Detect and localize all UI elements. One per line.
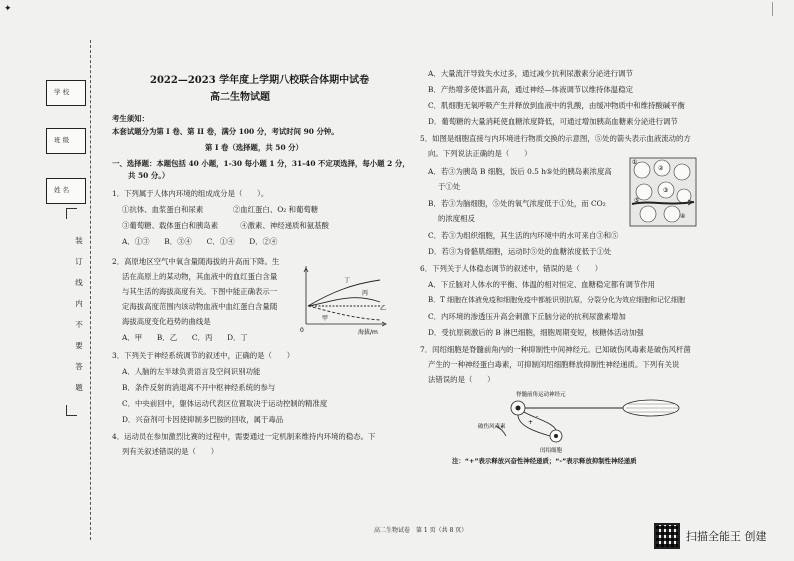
- left-line: 定海拔高度范围内该动物血液中血红蛋白含量随: [122, 302, 278, 311]
- fig5-label: ②: [658, 165, 664, 172]
- fig2-hemoglobin-chart: [292, 262, 390, 338]
- right-line: A．下丘脑对人体水的平衡、体温的相对恒定、血糖稳定都有调节作用: [428, 280, 656, 289]
- binding-bracket-top: [66, 208, 77, 219]
- right-line: 产生的一种神经蛋白毒素，可抑制闰绍细胞释放抑制性神经递质。下列有关说: [428, 360, 680, 369]
- binding-char: 订: [75, 257, 83, 266]
- right-line: 于①处: [438, 182, 461, 191]
- left-line: 列有关叙述错误的是（ ）: [122, 447, 219, 456]
- exam-title: 2022—2023 学年度上学期八校联合体期中试卷: [150, 75, 370, 86]
- left-line: 1．下列属于人体内环境的组成成分是（ ）。: [112, 189, 269, 198]
- right-line: 5．如图是细胞直接与内环境进行物质交换的示意图，⑤处的箭头表示血液流动的方: [420, 134, 691, 143]
- right-line: C．肌细胞无氧呼吸产生并释放到血液中的乳酸，由缓冲物质中和维持酸碱平衡: [428, 101, 685, 110]
- right-line: C．若③为组织细胞，其生活的内环境中的水可来自③和⑤: [428, 231, 619, 240]
- left-line: 本套试题分为第 I 卷、第 II 卷，满分 100 分，考试时间 90 分钟。: [112, 127, 339, 136]
- fig5-tissue-diagram: [628, 156, 698, 228]
- right-line: 的浓度相反: [438, 214, 475, 223]
- page-number: 高二生物试卷 第 1 页（共 8 页）: [374, 527, 468, 534]
- left-line: 考生须知：: [112, 114, 149, 123]
- binding-text: [72, 230, 86, 398]
- right-line: 7．闰绍细胞是脊髓前角内的一种抑制性中间神经元。已知破伤风毒素是破伤风杆菌: [420, 345, 691, 354]
- right-line: A．大量流汗导致失水过多，通过减少抗利尿激素分泌进行调节: [428, 69, 633, 78]
- class-label: 班 级: [54, 136, 70, 144]
- name-label: 姓 名: [54, 186, 70, 194]
- qr-code-icon: [654, 523, 680, 549]
- exam-subtitle: 高二生物试题: [210, 92, 270, 103]
- fig7-plus-sign: +: [528, 419, 534, 426]
- right-line: B．若③为脑细胞，⑤处的氧气浓度低于①处，而 CO₂: [428, 199, 606, 208]
- fig7-neuron-diagram: [476, 388, 686, 456]
- binding-char: 装: [75, 236, 83, 245]
- left-line: 与其生活的海拔高度有关。下图中能正确表示一: [122, 287, 278, 296]
- right-line: A．若③为胰岛 B 细胞，饭后 0.5 h⑤处的胰岛素浓度高: [428, 167, 612, 176]
- left-line: 3．下列关于神经系统调节的叙述中，正确的是（ ）: [112, 351, 295, 360]
- left-line: 活在高原上的某动物，其血液中的血红蛋白含量: [122, 272, 278, 281]
- scan-edge-mark: [772, 2, 783, 16]
- right-line: 法错误的是（ ）: [428, 375, 495, 384]
- fig7-label-left: 破伤风毒素: [478, 424, 506, 430]
- school-field[interactable]: [46, 80, 86, 106]
- binding-char: 线: [75, 278, 83, 287]
- right-line: B．产热增多使体温升高，通过神经—体液调节以维持体温稳定: [428, 85, 633, 94]
- left-line: ③葡萄糖、载体蛋白和胰岛素 ④激素、神经递质和氨基酸: [122, 221, 329, 230]
- fig5-label: ⑤: [634, 197, 640, 204]
- left-line: D．兴奋剂可卡因使抑制多巴胺的回收，属于毒品: [122, 415, 284, 424]
- left-line: C．中央前回中，躯体运动代表区位置取决于运动控制的精准度: [122, 399, 328, 408]
- axis-xlabel: 海拔/m: [358, 329, 378, 336]
- binding-char: 题: [75, 383, 83, 392]
- corner-mark-icon: ✦: [4, 4, 12, 14]
- curve-label: 丁: [344, 277, 351, 284]
- binding-char: 答: [75, 362, 83, 371]
- fig7-label-bottom: 闰绍细胞: [540, 448, 563, 454]
- curve-jia: [308, 306, 380, 320]
- left-line: A．甲 B．乙 C．丙 D．丁: [122, 333, 248, 342]
- school-label: 学 校: [54, 88, 70, 96]
- right-line: D．受抗原刺激后的 B 淋巴细胞，细胞周期变短，核糖体活动加强: [428, 328, 644, 337]
- left-line: 共 50 分。）: [128, 171, 170, 180]
- name-field[interactable]: [46, 178, 86, 204]
- left-line: 4．运动员在参加激烈比赛的过程中，需要通过一定机制来维持内环境的稳态。下: [112, 432, 376, 441]
- curve-label: 丙: [362, 290, 369, 297]
- right-line: D．葡萄糖的大量消耗使血糖浓度降低，可通过增加胰高血糖素分泌进行调节: [428, 117, 678, 126]
- fig7-note: 注：“+”表示释放兴奋性神经递质；“-”表示释放抑制性神经递质: [452, 457, 637, 465]
- fig7-label-top: 脊髓前角运动神经元: [516, 392, 566, 398]
- binding-char: 内: [75, 299, 83, 308]
- left-line: A．①③ B．③④ C．①④ D．②④: [122, 237, 278, 246]
- binding-line: [90, 40, 91, 540]
- fig5-label: ④: [680, 213, 686, 220]
- curve-bing: [308, 298, 380, 306]
- left-line: 一、选择题：本题包括 40 小题，1-30 每小题 1 分，31-40 不定项选择，每小题 2 分，: [112, 159, 410, 168]
- right-line: B．T 细胞在体液免疫和细胞免疫中都能识别抗原，分裂分化为效应细胞和记忆细胞: [428, 296, 686, 304]
- fig7-minus-sign: -: [536, 413, 539, 420]
- class-field[interactable]: [46, 128, 86, 154]
- left-line: 海拔高度变化趋势的曲线是: [122, 317, 211, 326]
- left-line: 2．高原地区空气中氧含量随海拔的升高而下降。生: [112, 257, 280, 266]
- right-line: 6．下列关于人体稳态调节的叙述中，错误的是（ ）: [420, 264, 603, 273]
- binding-bracket-bottom: [66, 405, 77, 416]
- left-line: ①抗体、血浆蛋白和尿素 ②血红蛋白、O₂ 和葡萄糖: [122, 205, 319, 214]
- binding-char: 不: [75, 320, 83, 329]
- curve-label: 甲: [322, 315, 329, 322]
- left-line: B．条件反射的消退离不开中枢神经系统的参与: [122, 383, 276, 392]
- scanner-watermark: 扫描全能王 创建: [686, 530, 767, 543]
- right-line: 向。下列说法正确的是（ ）: [428, 149, 532, 158]
- curve-label: 乙: [380, 305, 387, 312]
- right-line: C．内环境的渗透压升高会刺激下丘脑分泌的抗利尿激素增加: [428, 312, 626, 321]
- left-line: A．人脑的左半球负责语言及空间识别功能: [122, 367, 261, 376]
- axis-origin: 0: [300, 327, 304, 334]
- section-heading: 第 I 卷（选择题，共 50 分）: [205, 143, 303, 152]
- fig5-label: ③: [663, 187, 669, 194]
- fig5-label: ①: [632, 159, 638, 166]
- binding-char: 要: [75, 341, 83, 350]
- right-line: D．若③为骨骼肌细胞，运动时⑤处的血糖浓度低于①处: [428, 247, 612, 256]
